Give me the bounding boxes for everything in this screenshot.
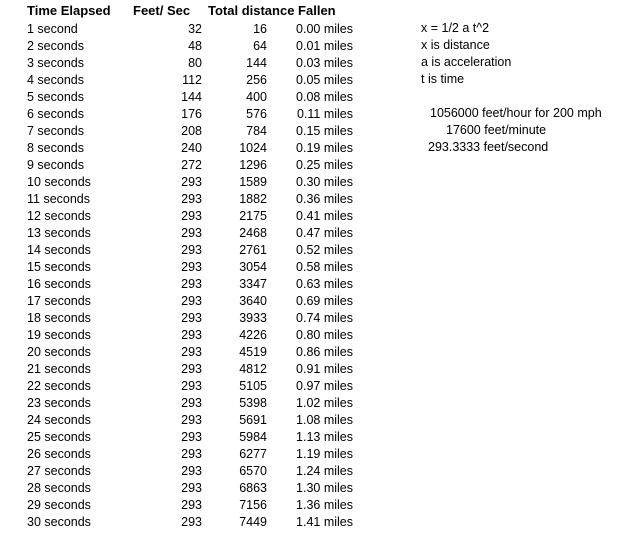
feet-per-sec-cell: 293 <box>181 396 202 410</box>
table-row <box>0 293 380 310</box>
header-total-distance: Total distance Fallen <box>208 3 336 18</box>
time-cell: 13 seconds <box>27 226 91 240</box>
table-row <box>0 174 380 191</box>
time-cell: 5 seconds <box>27 90 84 104</box>
distance-feet-cell: 256 <box>246 73 267 87</box>
distance-feet-cell: 4226 <box>239 328 267 342</box>
table-row <box>0 157 380 174</box>
distance-feet-cell: 3347 <box>239 277 267 291</box>
distance-miles-cell: 1.08 miles <box>296 413 353 427</box>
feet-per-sec-cell: 293 <box>181 311 202 325</box>
table-row <box>0 344 380 361</box>
time-cell: 30 seconds <box>27 515 91 529</box>
time-cell: 27 seconds <box>27 464 91 478</box>
table-row <box>0 55 380 72</box>
distance-miles-cell: 0.01 miles <box>296 39 353 53</box>
distance-miles-cell: 0.52 miles <box>296 243 353 257</box>
distance-miles-cell: 0.41 miles <box>296 209 353 223</box>
time-cell: 10 seconds <box>27 175 91 189</box>
feet-per-sec-cell: 144 <box>181 90 202 104</box>
feet-per-sec-cell: 293 <box>181 498 202 512</box>
table-row <box>0 463 380 480</box>
table-row <box>0 327 380 344</box>
distance-miles-cell: 0.69 miles <box>296 294 353 308</box>
feet-per-sec-cell: 293 <box>181 481 202 495</box>
distance-feet-cell: 4519 <box>239 345 267 359</box>
feet-per-sec-cell: 293 <box>181 294 202 308</box>
feet-per-sec-cell: 293 <box>181 192 202 206</box>
time-cell: 9 seconds <box>27 158 84 172</box>
feet-per-sec-cell: 293 <box>181 260 202 274</box>
table-row <box>0 514 380 531</box>
time-cell: 4 seconds <box>27 73 84 87</box>
table-row <box>0 276 380 293</box>
time-cell: 28 seconds <box>27 481 91 495</box>
time-cell: 23 seconds <box>27 396 91 410</box>
header-time-elapsed: Time Elapsed <box>27 3 111 18</box>
feet-per-sec-cell: 293 <box>181 447 202 461</box>
feet-per-hour-note: 1056000 feet/hour for 200 mph <box>430 106 602 120</box>
table-row <box>0 378 380 395</box>
feet-per-sec-cell: 48 <box>188 39 202 53</box>
time-cell: 3 seconds <box>27 56 84 70</box>
table-row <box>0 72 380 89</box>
distance-miles-cell: 0.97 miles <box>296 379 353 393</box>
distance-feet-cell: 5105 <box>239 379 267 393</box>
table-row <box>0 395 380 412</box>
feet-per-minute-note: 17600 feet/minute <box>446 123 547 137</box>
distance-feet-cell: 576 <box>246 107 267 121</box>
distance-miles-cell: 1.30 miles <box>296 481 353 495</box>
distance-feet-cell: 64 <box>253 39 267 53</box>
time-cell: 14 seconds <box>27 243 91 257</box>
distance-feet-cell: 3054 <box>239 260 267 274</box>
distance-miles-cell: 0.25 miles <box>296 158 353 172</box>
feet-per-sec-cell: 208 <box>181 124 202 138</box>
distance-feet-cell: 5398 <box>239 396 267 410</box>
distance-miles-cell: 0.63 miles <box>296 277 353 291</box>
time-cell: 18 seconds <box>27 311 91 325</box>
feet-per-sec-cell: 293 <box>181 345 202 359</box>
distance-feet-cell: 1882 <box>239 192 267 206</box>
distance-miles-cell: 1.02 miles <box>296 396 353 410</box>
time-cell: 24 seconds <box>27 413 91 427</box>
time-cell: 21 seconds <box>27 362 91 376</box>
feet-per-sec-cell: 293 <box>181 379 202 393</box>
distance-miles-cell: 0.30 miles <box>296 175 353 189</box>
distance-feet-cell: 16 <box>253 22 267 36</box>
distance-feet-cell: 4812 <box>239 362 267 376</box>
time-cell: 7 seconds <box>27 124 84 138</box>
table-row <box>0 497 380 514</box>
feet-per-sec-cell: 293 <box>181 464 202 478</box>
distance-miles-cell: 0.80 miles <box>296 328 353 342</box>
table-row <box>0 21 380 38</box>
table-row <box>0 191 380 208</box>
distance-miles-cell: 0.19 miles <box>296 141 353 155</box>
table-row <box>0 429 380 446</box>
distance-feet-cell: 3640 <box>239 294 267 308</box>
table-row <box>0 446 380 463</box>
distance-feet-cell: 784 <box>246 124 267 138</box>
table-row <box>0 106 380 123</box>
header-feet-per-sec: Feet/ Sec <box>133 3 191 18</box>
feet-per-sec-cell: 293 <box>181 209 202 223</box>
distance-miles-cell: 1.41 miles <box>296 515 353 529</box>
distance-miles-cell: 0.11 miles <box>296 107 353 121</box>
table-row <box>0 361 380 378</box>
distance-feet-cell: 6863 <box>239 481 267 495</box>
feet-per-sec-cell: 293 <box>181 413 202 427</box>
feet-per-sec-cell: 293 <box>181 515 202 529</box>
feet-per-sec-cell: 272 <box>181 158 202 172</box>
distance-miles-cell: 1.19 miles <box>296 447 353 461</box>
distance-feet-cell: 1024 <box>239 141 267 155</box>
distance-feet-cell: 6277 <box>239 447 267 461</box>
table-row <box>0 480 380 497</box>
distance-miles-cell: 1.36 miles <box>296 498 353 512</box>
distance-feet-cell: 3933 <box>239 311 267 325</box>
table-row <box>0 412 380 429</box>
distance-miles-cell: 0.15 miles <box>296 124 353 138</box>
distance-feet-cell: 144 <box>246 56 267 70</box>
distance-feet-cell: 5984 <box>239 430 267 444</box>
feet-per-sec-cell: 293 <box>181 243 202 257</box>
distance-feet-cell: 2175 <box>239 209 267 223</box>
time-cell: 15 seconds <box>27 260 91 274</box>
table-row <box>0 242 380 259</box>
time-cell: 20 seconds <box>27 345 91 359</box>
distance-feet-cell: 2468 <box>239 226 267 240</box>
feet-per-second-note: 293.3333 feet/second <box>428 140 549 154</box>
time-cell: 29 seconds <box>27 498 91 512</box>
time-cell: 6 seconds <box>27 107 84 121</box>
feet-per-sec-cell: 32 <box>188 22 202 36</box>
distance-miles-cell: 0.36 miles <box>296 192 353 206</box>
time-cell: 8 seconds <box>27 141 84 155</box>
time-cell: 2 seconds <box>27 39 84 53</box>
feet-per-sec-cell: 293 <box>181 362 202 376</box>
time-cell: 11 seconds <box>27 192 91 206</box>
feet-per-sec-cell: 293 <box>181 175 202 189</box>
distance-miles-cell: 0.91 miles <box>296 362 353 376</box>
distance-miles-cell: 1.13 miles <box>296 430 353 444</box>
distance-feet-cell: 1296 <box>239 158 267 172</box>
distance-miles-cell: 0.74 miles <box>296 311 353 325</box>
distance-miles-cell: 0.47 miles <box>296 226 353 240</box>
distance-miles-cell: 1.24 miles <box>296 464 353 478</box>
distance-feet-cell: 1589 <box>239 175 267 189</box>
table-row <box>0 123 380 140</box>
feet-per-sec-cell: 176 <box>181 107 202 121</box>
table-row <box>0 259 380 276</box>
table-row <box>0 38 380 55</box>
data-table <box>0 21 380 531</box>
time-cell: 12 seconds <box>27 209 91 223</box>
distance-miles-cell: 0.58 miles <box>296 260 353 274</box>
distance-feet-cell: 400 <box>246 90 267 104</box>
distance-feet-cell: 6570 <box>239 464 267 478</box>
time-cell: 26 seconds <box>27 447 91 461</box>
feet-per-sec-cell: 80 <box>188 56 202 70</box>
a-definition-note: a is acceleration <box>421 55 512 69</box>
t-definition-note: t is time <box>421 72 465 86</box>
distance-feet-cell: 5691 <box>239 413 267 427</box>
table-row <box>0 208 380 225</box>
formula-note: x = 1/2 a t^2 <box>421 21 490 35</box>
distance-miles-cell: 0.08 miles <box>296 90 353 104</box>
distance-feet-cell: 2761 <box>239 243 267 257</box>
time-cell: 25 seconds <box>27 430 91 444</box>
time-cell: 16 seconds <box>27 277 91 291</box>
table-row <box>0 140 380 157</box>
table-row <box>0 225 380 242</box>
feet-per-sec-cell: 112 <box>182 73 202 87</box>
x-definition-note: x is distance <box>421 38 490 52</box>
time-cell: 19 seconds <box>27 328 91 342</box>
distance-miles-cell: 0.86 miles <box>296 345 353 359</box>
distance-miles-cell: 0.05 miles <box>296 73 353 87</box>
feet-per-sec-cell: 240 <box>181 141 202 155</box>
feet-per-sec-cell: 293 <box>181 226 202 240</box>
feet-per-sec-cell: 293 <box>181 328 202 342</box>
time-cell: 17 seconds <box>27 294 91 308</box>
distance-feet-cell: 7156 <box>239 498 267 512</box>
table-row <box>0 89 380 106</box>
time-cell: 1 second <box>27 22 78 36</box>
distance-miles-cell: 0.03 miles <box>296 56 353 70</box>
table-row <box>0 310 380 327</box>
feet-per-sec-cell: 293 <box>181 430 202 444</box>
distance-feet-cell: 7449 <box>239 515 267 529</box>
distance-miles-cell: 0.00 miles <box>296 22 353 36</box>
feet-per-sec-cell: 293 <box>181 277 202 291</box>
time-cell: 22 seconds <box>27 379 91 393</box>
